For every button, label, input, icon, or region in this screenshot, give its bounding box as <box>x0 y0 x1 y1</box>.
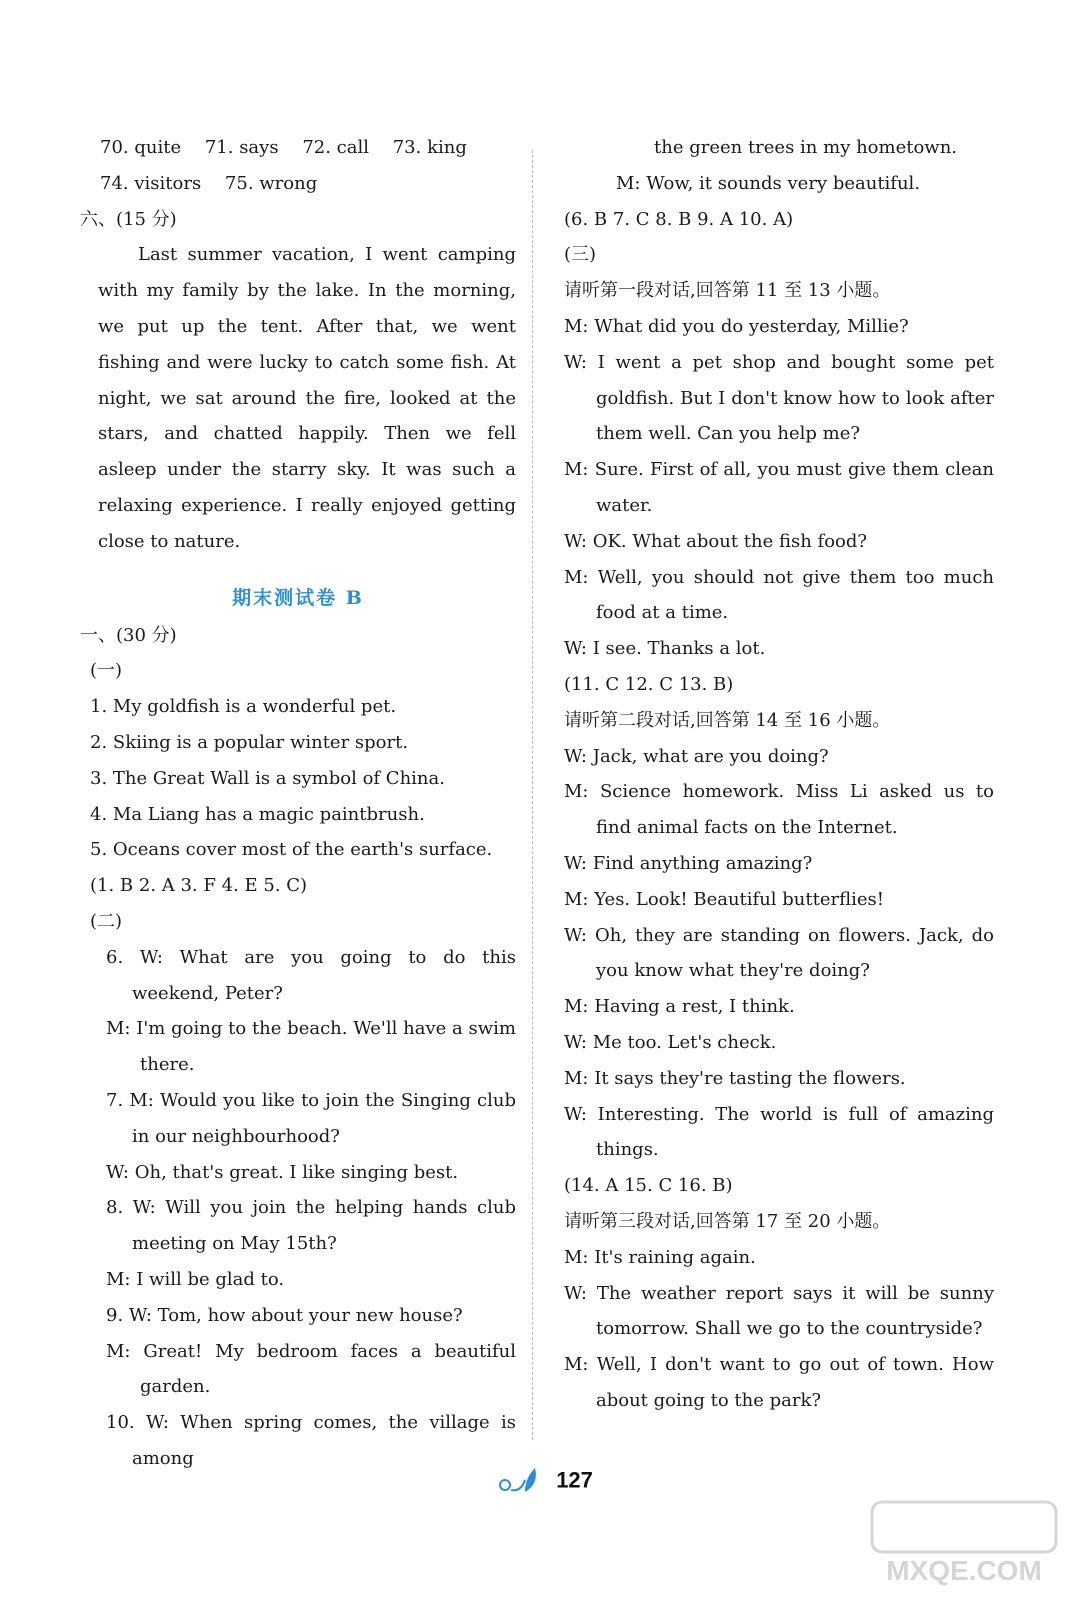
dialogue-question: 7. M: Would you like to join the Singing club in our neighbourhood? <box>106 1089 516 1147</box>
essay-paragraph: Last summer vacation, I went camping with my family by the lake. In the morning, we put up the tent. After that, we went fishing and were lucky to catch some fish. At night, we sat around the fire, looked at the stars, and chatted happily. Then we fell asleep under the starry sky. It was such a relaxing experience. I really enjoyed getting close to nature. <box>98 244 516 552</box>
answers-11-13: (11. C 12. C 13. B) <box>564 673 734 695</box>
dialogue-line: W: The weather report says it will be sunny tomorrow. Shall we go to the countryside? <box>564 1282 994 1340</box>
dialogue-line: M: Having a rest, I think. <box>564 996 795 1018</box>
dialogue-question: 6. W: What are you going to do this weekend, Peter? <box>106 946 516 1004</box>
dialogue-line: W: Oh, they are standing on flowers. Jack, do you know what they're doing? <box>564 924 994 982</box>
conversation-one-intro: 请听第一段对话,回答第 11 至 13 小题。 <box>564 280 891 302</box>
answer-74: 74. visitors <box>100 172 202 194</box>
dialogue-reply: M: I'm going to the beach. We'll have a swim there. <box>106 1018 516 1076</box>
vocab-answers-row2 <box>80 166 516 202</box>
watermark-logo <box>864 1496 1064 1588</box>
section-six-heading: 六、(15 分) <box>80 208 177 230</box>
list-item: 1. My goldfish is a wonderful pet. <box>90 696 397 718</box>
answer-71: 71. says <box>204 137 279 158</box>
left-column <box>80 130 516 1477</box>
dialogue-reply: W: Oh, that's great. I like singing best. <box>106 1161 459 1183</box>
part-two-label: (二) <box>90 910 123 932</box>
list-item: 5. Oceans cover most of the earth's surface. <box>90 839 493 861</box>
test-title: 期末测试卷 B <box>232 586 364 609</box>
dialogue-reply: M: Wow, it sounds very beautiful. <box>616 172 921 194</box>
part-one-label: (一) <box>90 660 123 682</box>
dialogue-line: M: Sure. First of all, you must give them clean water. <box>564 459 994 516</box>
answers-14-16: (14. A 15. C 16. B) <box>564 1175 733 1197</box>
swirl-leaf-icon <box>495 1466 545 1500</box>
answer-73: 73. king <box>392 137 467 158</box>
watermark-text: MXQE.COM <box>886 1555 1042 1586</box>
dialogue-line: W: I see. Thanks a lot. <box>564 638 766 660</box>
section-one-heading: 一、(30 分) <box>80 624 177 646</box>
right-column <box>564 130 994 1419</box>
answer-75: 75. wrong <box>224 172 318 194</box>
dialogue-line: W: Interesting. The world is full of amazing things. <box>564 1103 994 1161</box>
answer-70: 70. quite <box>100 137 182 158</box>
dialogue-line: W: Jack, what are you doing? <box>564 745 829 767</box>
dialogue-question: 9. W: Tom, how about your new house? <box>106 1304 463 1326</box>
page-footer <box>0 1466 1088 1500</box>
column-divider <box>532 150 533 1440</box>
vocab-answers-row1 <box>80 130 516 166</box>
dialogue-continuation: the green trees in my hometown. <box>654 137 958 158</box>
dialogue-line: M: What did you do yesterday, Millie? <box>564 315 909 337</box>
dialogue-line: M: Well, you should not give them too much food at a time. <box>564 566 994 624</box>
answers-6-10: (6. B 7. C 8. B 9. A 10. A) <box>564 208 794 230</box>
conversation-two-intro: 请听第二段对话,回答第 14 至 16 小题。 <box>564 709 891 731</box>
dialogue-line: M: It says they're tasting the flowers. <box>564 1067 906 1089</box>
dialogue-line: M: Science homework. Miss Li asked us to find animal facts on the Internet. <box>564 781 994 839</box>
dialogue-line: M: Well, I don't want to go out of town. How about going to the park? <box>564 1354 994 1411</box>
list-item: 2. Skiing is a popular winter sport. <box>90 731 409 753</box>
dialogue-line: W: OK. What about the fish food? <box>564 530 868 552</box>
dialogue-reply: M: Great! My bedroom faces a beautiful garden. <box>106 1340 516 1398</box>
dialogue-line: M: It's raining again. <box>564 1246 756 1268</box>
dialogue-line: W: I went a pet shop and bought some pet goldfish. But I don't know how to look after them well. Can you help me? <box>564 351 994 445</box>
answer-72: 72. call <box>302 137 369 158</box>
dialogue-line: W: Find anything amazing? <box>564 852 813 874</box>
dialogue-line: W: Me too. Let's check. <box>564 1031 777 1053</box>
conversation-three-intro: 请听第三段对话,回答第 17 至 20 小题。 <box>564 1210 891 1232</box>
dialogue-reply: M: I will be glad to. <box>106 1268 285 1290</box>
dialogue-question: 8. W: Will you join the helping hands club meeting on May 15th? <box>106 1197 516 1255</box>
list-item: 4. Ma Liang has a magic paintbrush. <box>90 803 425 825</box>
dialogue-line: M: Yes. Look! Beautiful butterflies! <box>564 888 885 910</box>
dialogue-question: 10. W: When spring comes, the village is among <box>106 1412 516 1469</box>
page-number: 127 <box>556 1467 593 1493</box>
part-three-label: (三) <box>564 244 597 266</box>
part-one-answers: (1. B 2. A 3. F 4. E 5. C) <box>90 875 308 897</box>
list-item: 3. The Great Wall is a symbol of China. <box>90 767 445 789</box>
